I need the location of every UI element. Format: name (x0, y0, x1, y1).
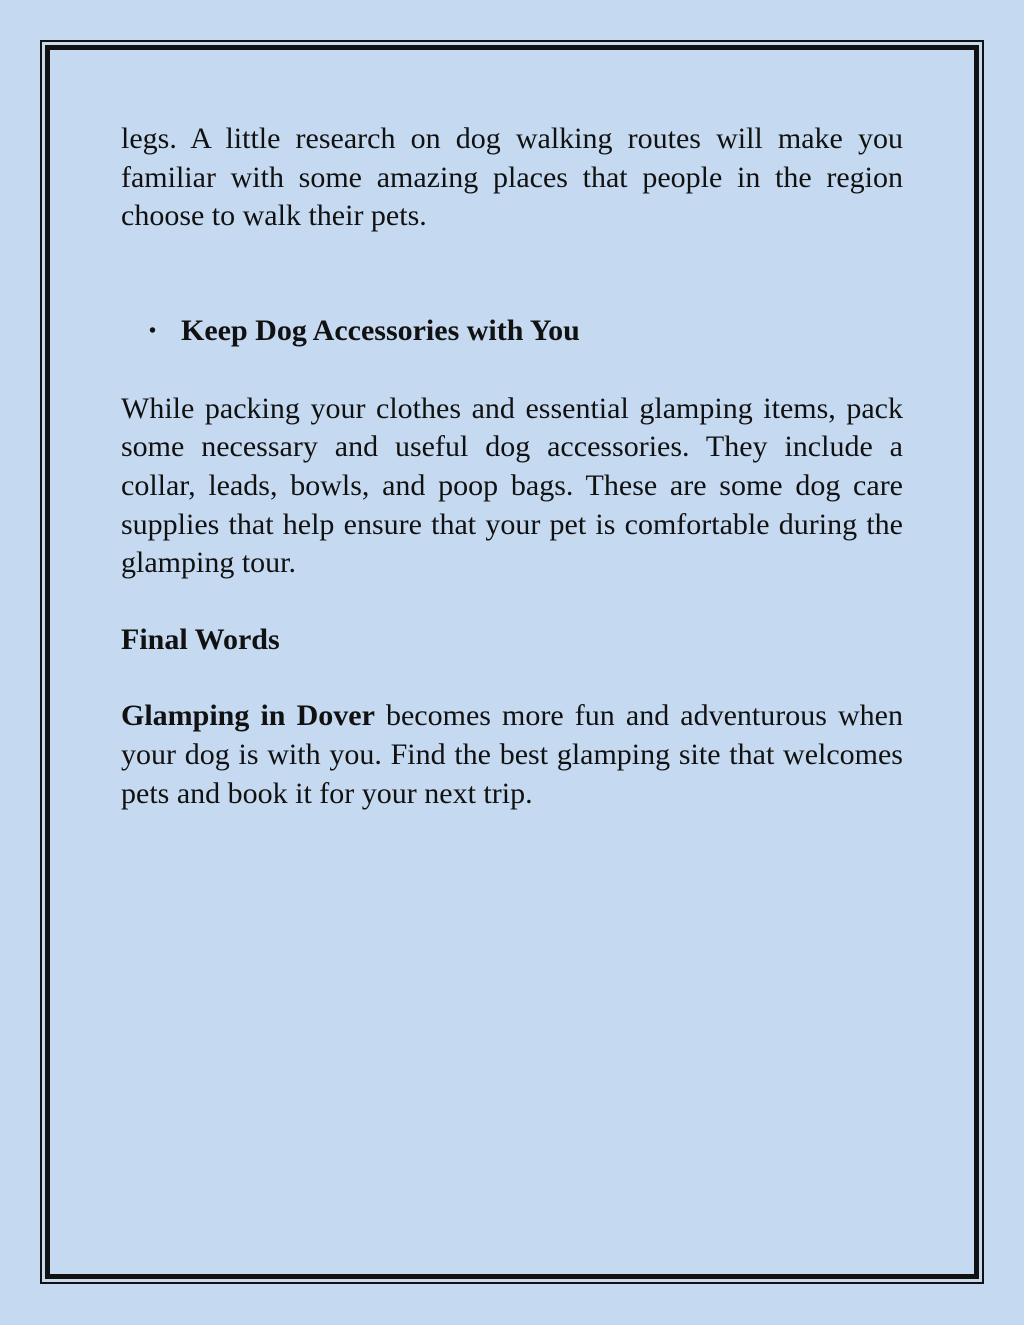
bullet-marker: • (149, 319, 157, 342)
section-heading-final-words: Final Words (121, 622, 280, 656)
paragraph-final-text: becomes more fun and adventurous when your dog is with you. Find the best glamping site that welcomes pets and book it for your next trip. (121, 699, 904, 810)
paragraph-walking-routes: legs. A little research on dog walking routes will make you familiar with some amazing places that people in the region choose to walk their pets. (121, 122, 903, 233)
bold-lead-glamping-in-dover: Glamping in Dover (121, 699, 375, 733)
paragraph-final (121, 697, 903, 813)
document-body (121, 120, 903, 813)
bullet-heading: Keep Dog Accessories with You (181, 313, 580, 347)
bullet-item-accessories (121, 312, 903, 350)
paragraph-accessories: While packing your clothes and essential glamping items, pack some necessary and useful dog accessories. They include a collar, leads, bowls, and poop bags. These are some dog care supplies that help ensure that your pet is comfortable during the glamping tour. (121, 391, 903, 580)
